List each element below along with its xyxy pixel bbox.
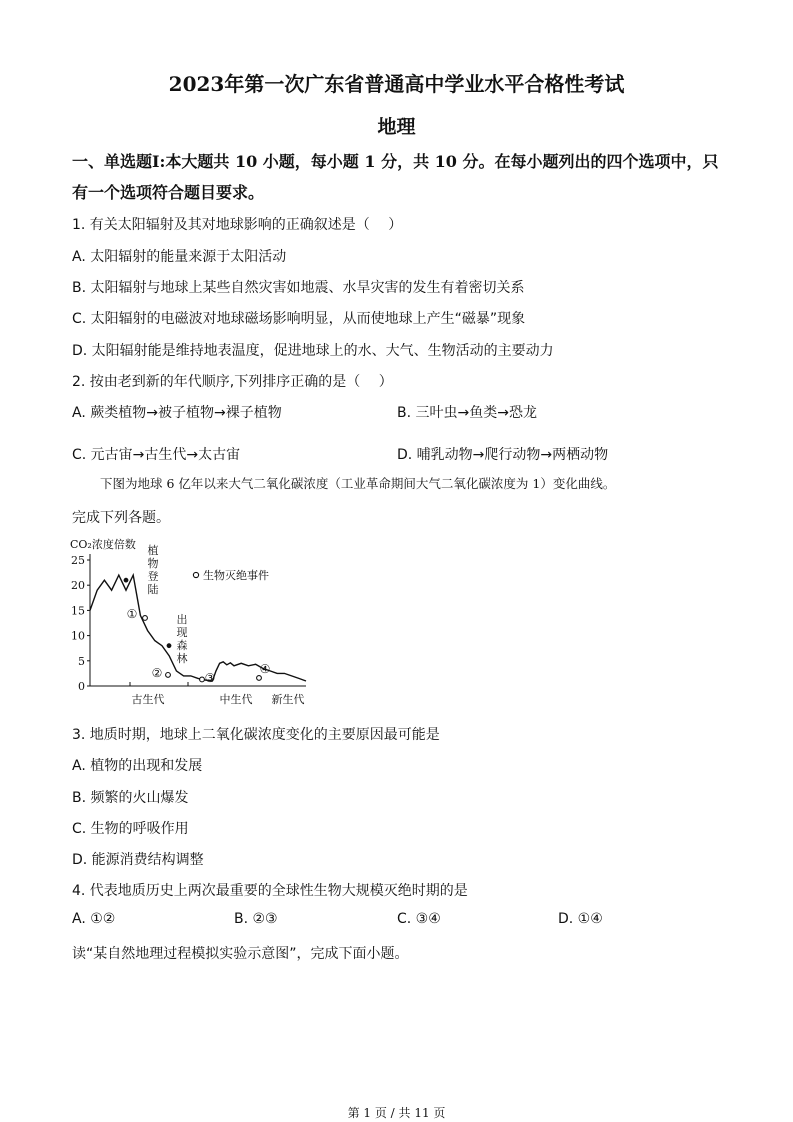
next-material: 读“某自然地理过程模拟实验示意图”，完成下面小题。 (72, 946, 409, 962)
q3-option-d: D. 能源消费结构调整 (72, 852, 204, 868)
section-heading: 一、单选题Ⅰ:本大题共 10 小题，每小题 1 分，共 10 分。在每小题列出的四个选项中，只有一个选项符合题目要求。 (72, 152, 719, 202)
x-era-label: 中生代 (219, 693, 253, 706)
chart-ylabel: CO₂浓度倍数 (70, 538, 136, 551)
forest-appears-point (167, 643, 172, 648)
plants-landing-label-char: 物 (147, 557, 159, 570)
extinction-label: ④ (259, 662, 271, 676)
q3-option-b: B. 频繁的火山爆发 (72, 790, 189, 806)
q3-stem: 3. 地质时期，地球上二氧化碳浓度变化的主要原因最可能是 (72, 727, 440, 743)
q1-option-c: C. 太阳辐射的电磁波对地球磁场影响明显，从而使地球上产生“磁暴”现象 (72, 311, 526, 327)
co2-series-line (90, 575, 306, 681)
x-era-label: 古生代 (131, 693, 165, 706)
q2-option-d: D. 哺乳动物→爬行动物→两栖动物 (397, 447, 609, 463)
extinction-point (257, 676, 262, 681)
extinction-point (143, 616, 148, 621)
plants-landing-label (148, 543, 159, 596)
q1-stem: 1. 有关太阳辐射及其对地球影响的正确叙述是（ ） (72, 217, 403, 233)
material-intro: 下图为地球 6 亿年以来大气二氧化碳浓度（工业革命期间大气二氧化碳浓度为 1）变化曲线。 (100, 476, 616, 491)
q4-option-c: C. ③④ (397, 911, 441, 927)
material-instruction: 完成下列各题。 (72, 510, 170, 526)
y-tick-label: 25 (71, 554, 85, 567)
plants-landing-label-char: 陆 (147, 583, 159, 596)
co2-chart (66, 532, 316, 707)
forest-appears-label-char: 林 (176, 652, 188, 665)
y-tick-label: 5 (78, 654, 85, 668)
forest-appears-label (177, 612, 188, 665)
forest-appears-label-char: 出 (176, 613, 188, 626)
exam-title: 2023年第一次广东省普通高中学业水平合格性考试 (168, 72, 625, 96)
plants-landing-point (124, 578, 129, 583)
subject-title: 地理 (377, 116, 416, 138)
y-tick-label: 10 (71, 629, 85, 643)
q4-option-a: A. ①② (72, 911, 116, 927)
plants-landing-label-char: 登 (147, 570, 159, 583)
q1-option-d: D. 太阳辐射能是维持地表温度，促进地球上的水、大气、生物活动的主要动力 (72, 343, 554, 359)
q4-option-b: B. ②③ (234, 911, 278, 927)
forest-appears-label-char: 现 (176, 626, 188, 639)
q3-option-a: A. 植物的出现和发展 (72, 758, 203, 774)
extinction-label: ② (151, 666, 163, 680)
q4-option-d: D. ①④ (558, 911, 603, 927)
y-tick-label: 20 (71, 579, 85, 593)
y-tick-label: 15 (71, 604, 85, 618)
q3-option-c: C. 生物的呼吸作用 (72, 821, 189, 837)
q2-option-a: A. 蕨类植物→被子植物→裸子植物 (72, 405, 282, 421)
page-footer: 第 1 页 / 共 11 页 (347, 1106, 446, 1120)
q4-stem: 4. 代表地质历史上两次最重要的全球性生物大规模灭绝时期的是 (72, 883, 468, 899)
extinction-label: ① (126, 607, 138, 621)
q1-option-a: A. 太阳辐射的能量来源于太阳活动 (72, 249, 287, 265)
y-tick-label: 0 (78, 680, 85, 693)
extinction-legend-label: 生物灭绝事件 (203, 569, 269, 582)
extinction-label: ③ (204, 671, 216, 685)
forest-appears-label-char: 森 (176, 639, 188, 652)
chart-yticks (71, 554, 90, 693)
q2-option-c: C. 元古宙→古生代→太古宙 (72, 447, 241, 463)
extinction-legend-marker (193, 572, 198, 577)
x-era-label: 新生代 (271, 693, 305, 706)
chart-annotations (124, 543, 271, 685)
extinction-point (166, 673, 171, 678)
plants-landing-label-char: 植 (147, 544, 159, 557)
q2-stem: 2. 按由老到新的年代顺序,下列排序正确的是（ ） (72, 374, 393, 390)
q2-option-b: B. 三叶虫→鱼类→恐龙 (397, 405, 537, 421)
q1-option-b: B. 太阳辐射与地球上某些自然灾害如地震、水旱灾害的发生有着密切关系 (72, 280, 525, 296)
